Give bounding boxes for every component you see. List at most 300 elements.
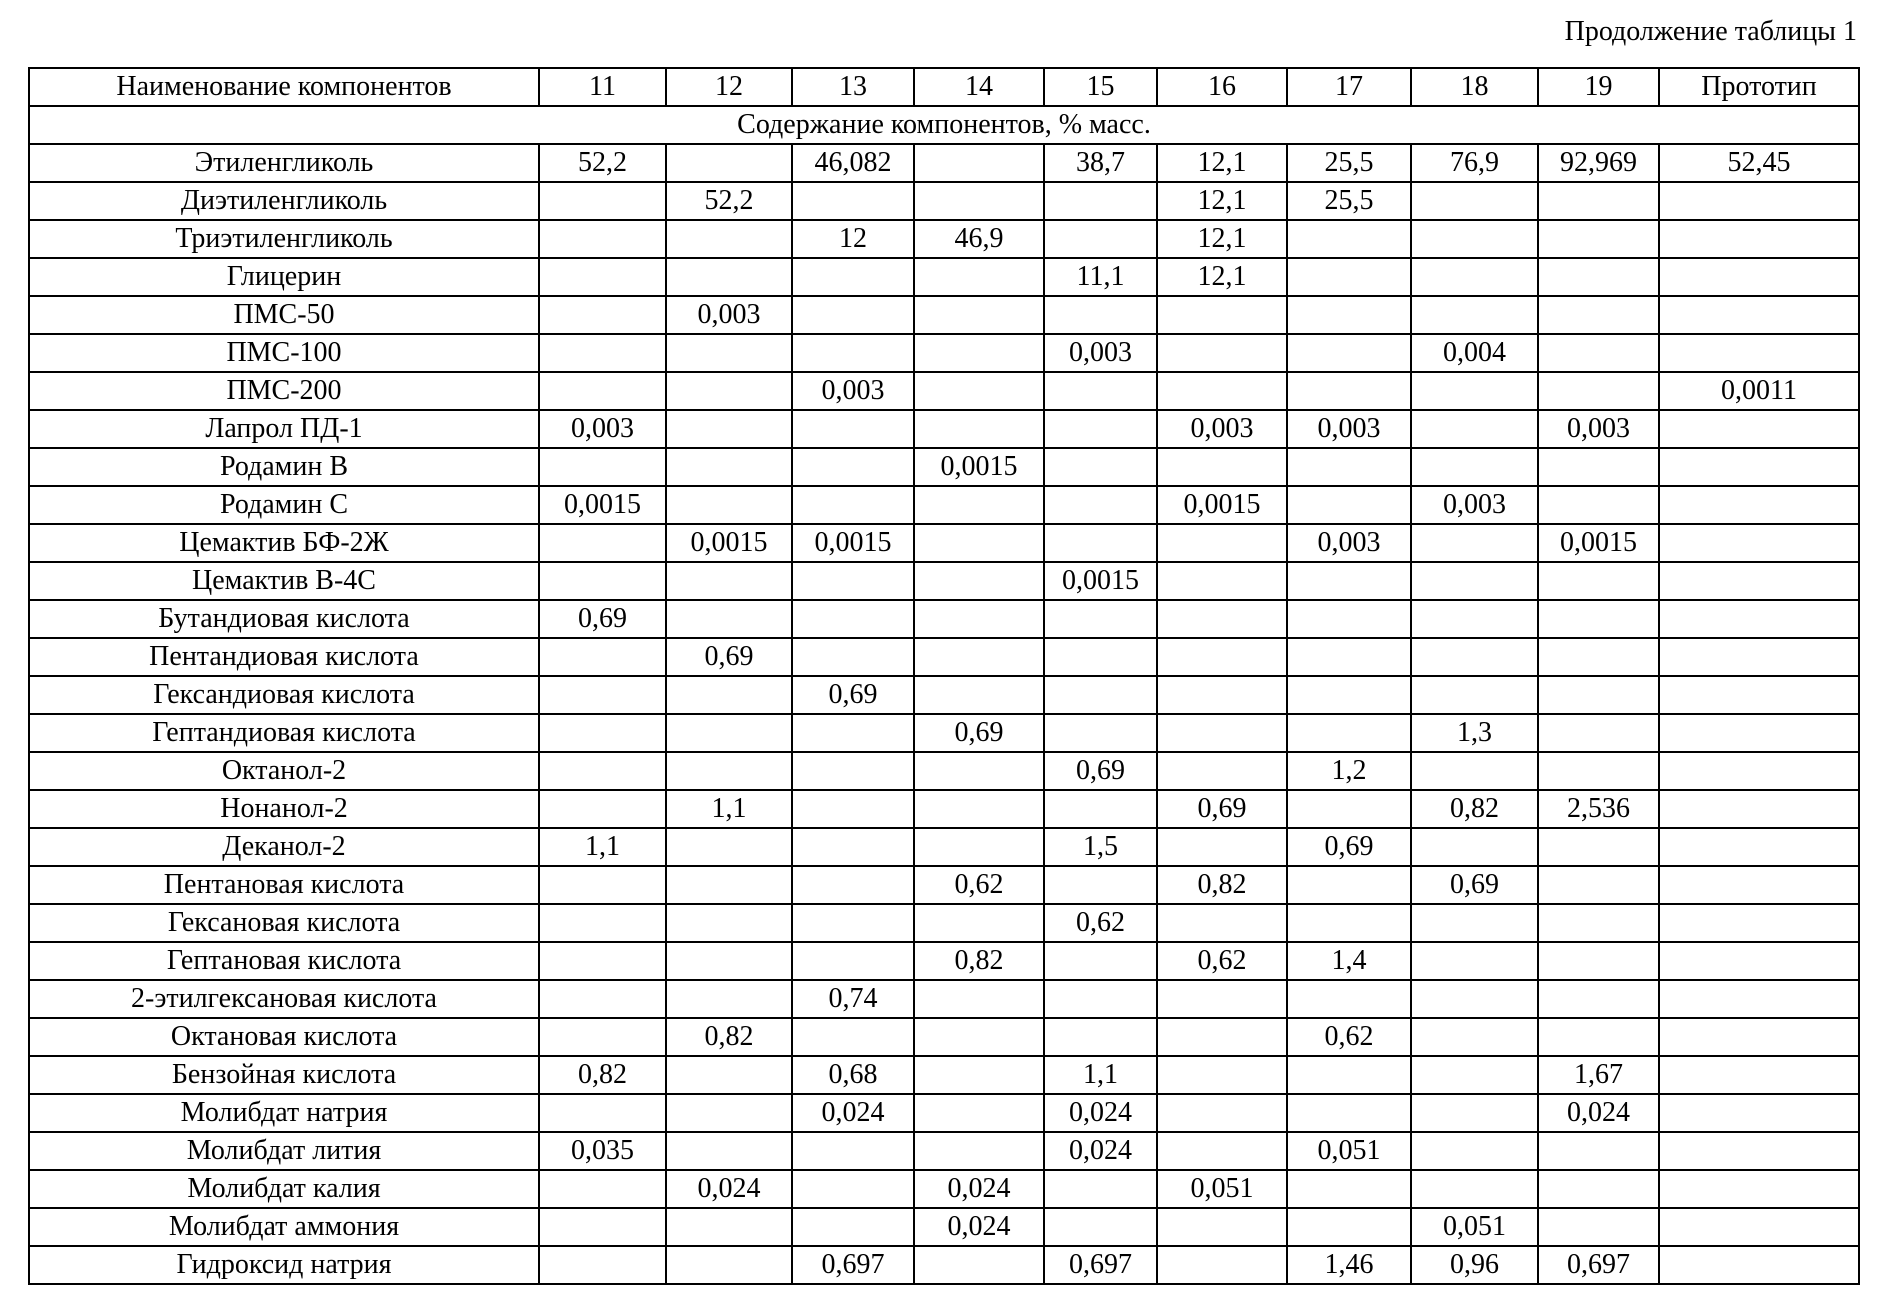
value-cell — [1538, 828, 1659, 866]
value-cell — [666, 1208, 792, 1246]
value-cell — [1659, 600, 1859, 638]
component-name-cell: Родамин В — [29, 448, 539, 486]
value-cell — [666, 752, 792, 790]
value-cell — [539, 1094, 666, 1132]
value-cell — [1411, 296, 1538, 334]
value-cell — [1287, 448, 1411, 486]
component-name-cell: Гексановая кислота — [29, 904, 539, 942]
value-cell: 0,024 — [914, 1170, 1044, 1208]
value-cell — [1659, 1246, 1859, 1284]
value-cell — [666, 486, 792, 524]
value-cell: 1,1 — [539, 828, 666, 866]
value-cell — [1538, 448, 1659, 486]
value-cell — [1538, 220, 1659, 258]
value-cell — [1659, 980, 1859, 1018]
components-table — [28, 67, 1860, 1285]
value-cell — [1659, 334, 1859, 372]
value-cell — [1157, 752, 1287, 790]
table-row — [29, 942, 1859, 980]
value-cell — [539, 904, 666, 942]
subheader-cell: Содержание компонентов, % масс. — [29, 106, 1859, 144]
value-cell — [1411, 1132, 1538, 1170]
value-cell: 0,69 — [1411, 866, 1538, 904]
value-cell: 0,62 — [1044, 904, 1157, 942]
value-cell — [1659, 410, 1859, 448]
value-cell — [666, 334, 792, 372]
value-cell — [792, 904, 914, 942]
value-cell — [1287, 1170, 1411, 1208]
value-cell — [1659, 942, 1859, 980]
value-cell — [1044, 220, 1157, 258]
value-cell — [1157, 1246, 1287, 1284]
value-cell: 2,536 — [1538, 790, 1659, 828]
value-cell — [1411, 1018, 1538, 1056]
value-cell: 0,69 — [792, 676, 914, 714]
value-cell: 52,2 — [666, 182, 792, 220]
value-cell: 0,004 — [1411, 334, 1538, 372]
value-cell — [1411, 828, 1538, 866]
value-cell — [539, 562, 666, 600]
value-cell — [914, 258, 1044, 296]
value-cell — [1411, 524, 1538, 562]
component-name-cell: Октанол-2 — [29, 752, 539, 790]
value-cell: 1,5 — [1044, 828, 1157, 866]
value-cell — [539, 296, 666, 334]
value-cell: 0,82 — [1157, 866, 1287, 904]
table-row — [29, 144, 1859, 182]
value-cell — [1287, 790, 1411, 828]
component-name-cell: Молибдат натрия — [29, 1094, 539, 1132]
value-cell — [1411, 258, 1538, 296]
value-cell — [1659, 790, 1859, 828]
value-cell — [1538, 714, 1659, 752]
table-row — [29, 334, 1859, 372]
value-cell — [1287, 980, 1411, 1018]
value-cell: 0,68 — [792, 1056, 914, 1094]
value-cell — [792, 790, 914, 828]
value-cell — [1044, 942, 1157, 980]
value-cell — [914, 410, 1044, 448]
header-column: Прототип — [1659, 68, 1859, 106]
value-cell: 0,69 — [914, 714, 1044, 752]
value-cell — [666, 1132, 792, 1170]
value-cell: 92,969 — [1538, 144, 1659, 182]
value-cell — [539, 334, 666, 372]
value-cell — [1157, 904, 1287, 942]
table-row — [29, 752, 1859, 790]
value-cell — [1287, 1208, 1411, 1246]
value-cell — [1538, 942, 1659, 980]
table-header — [29, 68, 1859, 106]
value-cell — [1287, 220, 1411, 258]
value-cell — [1659, 752, 1859, 790]
value-cell — [792, 1132, 914, 1170]
value-cell: 0,003 — [539, 410, 666, 448]
table-row — [29, 1056, 1859, 1094]
value-cell — [1411, 372, 1538, 410]
header-column: 18 — [1411, 68, 1538, 106]
value-cell: 0,74 — [792, 980, 914, 1018]
value-cell — [1538, 980, 1659, 1018]
value-cell — [539, 752, 666, 790]
value-cell — [539, 790, 666, 828]
value-cell: 0,82 — [1411, 790, 1538, 828]
header-column: 13 — [792, 68, 914, 106]
value-cell: 38,7 — [1044, 144, 1157, 182]
value-cell — [914, 486, 1044, 524]
value-cell — [539, 942, 666, 980]
component-name-cell: Молибдат лития — [29, 1132, 539, 1170]
value-cell — [1411, 1056, 1538, 1094]
value-cell — [539, 676, 666, 714]
value-cell: 0,003 — [1044, 334, 1157, 372]
value-cell — [792, 296, 914, 334]
value-cell: 12,1 — [1157, 182, 1287, 220]
table-row — [29, 676, 1859, 714]
table-row — [29, 486, 1859, 524]
value-cell: 0,0015 — [1157, 486, 1287, 524]
table-row — [29, 372, 1859, 410]
component-name-cell: Молибдат калия — [29, 1170, 539, 1208]
value-cell: 46,9 — [914, 220, 1044, 258]
value-cell — [666, 600, 792, 638]
component-name-cell: Цемактив В-4С — [29, 562, 539, 600]
value-cell: 1,67 — [1538, 1056, 1659, 1094]
value-cell — [792, 258, 914, 296]
value-cell — [666, 828, 792, 866]
value-cell: 0,69 — [1044, 752, 1157, 790]
value-cell — [1287, 600, 1411, 638]
value-cell — [1044, 676, 1157, 714]
value-cell — [1538, 1018, 1659, 1056]
value-cell — [1659, 296, 1859, 334]
value-cell — [1044, 1018, 1157, 1056]
value-cell — [914, 524, 1044, 562]
value-cell — [792, 334, 914, 372]
value-cell — [1287, 714, 1411, 752]
table-row — [29, 410, 1859, 448]
value-cell: 12,1 — [1157, 258, 1287, 296]
value-cell — [1044, 866, 1157, 904]
value-cell — [1157, 1208, 1287, 1246]
value-cell — [792, 714, 914, 752]
table-row — [29, 182, 1859, 220]
value-cell — [914, 296, 1044, 334]
value-cell — [1157, 372, 1287, 410]
value-cell: 0,035 — [539, 1132, 666, 1170]
component-name-cell: Деканол-2 — [29, 828, 539, 866]
value-cell: 0,003 — [792, 372, 914, 410]
value-cell — [1157, 448, 1287, 486]
value-cell: 12 — [792, 220, 914, 258]
value-cell: 0,003 — [1287, 410, 1411, 448]
value-cell — [914, 562, 1044, 600]
value-cell — [1157, 828, 1287, 866]
header-row — [29, 68, 1859, 106]
value-cell — [1157, 562, 1287, 600]
value-cell: 0,0015 — [539, 486, 666, 524]
header-column: 15 — [1044, 68, 1157, 106]
value-cell — [792, 828, 914, 866]
value-cell — [1659, 714, 1859, 752]
value-cell — [792, 1208, 914, 1246]
value-cell — [539, 980, 666, 1018]
value-cell — [1157, 1056, 1287, 1094]
value-cell — [792, 600, 914, 638]
table-row — [29, 1018, 1859, 1056]
component-name-cell: ПМС-50 — [29, 296, 539, 334]
value-cell — [1659, 676, 1859, 714]
value-cell — [1044, 410, 1157, 448]
value-cell — [914, 904, 1044, 942]
value-cell: 0,62 — [914, 866, 1044, 904]
value-cell: 0,024 — [1044, 1132, 1157, 1170]
component-name-cell: Гександиовая кислота — [29, 676, 539, 714]
value-cell — [1411, 676, 1538, 714]
table-caption: Продолжение таблицы 1 — [1564, 16, 1857, 47]
table-body — [29, 106, 1859, 1284]
table-row — [29, 1246, 1859, 1284]
value-cell — [914, 182, 1044, 220]
value-cell: 0,051 — [1287, 1132, 1411, 1170]
header-column: 12 — [666, 68, 792, 106]
header-component-name: Наименование компонентов — [29, 68, 539, 106]
value-cell — [1538, 866, 1659, 904]
value-cell — [1157, 524, 1287, 562]
value-cell — [666, 1246, 792, 1284]
value-cell — [1659, 866, 1859, 904]
value-cell — [539, 866, 666, 904]
value-cell: 0,024 — [1044, 1094, 1157, 1132]
value-cell — [1287, 638, 1411, 676]
value-cell: 0,0015 — [1044, 562, 1157, 600]
value-cell — [666, 714, 792, 752]
value-cell — [1538, 334, 1659, 372]
value-cell — [1044, 372, 1157, 410]
value-cell — [1044, 714, 1157, 752]
table-row — [29, 638, 1859, 676]
table-row — [29, 296, 1859, 334]
value-cell — [1411, 1094, 1538, 1132]
table-row — [29, 600, 1859, 638]
header-column: 16 — [1157, 68, 1287, 106]
value-cell — [914, 752, 1044, 790]
component-name-cell: 2-этилгексановая кислота — [29, 980, 539, 1018]
header-column: 19 — [1538, 68, 1659, 106]
value-cell: 0,003 — [1538, 410, 1659, 448]
value-cell — [1538, 600, 1659, 638]
component-name-cell: Гептановая кислота — [29, 942, 539, 980]
value-cell — [1538, 1208, 1659, 1246]
value-cell: 0,96 — [1411, 1246, 1538, 1284]
value-cell — [1411, 904, 1538, 942]
value-cell — [914, 638, 1044, 676]
value-cell — [1411, 562, 1538, 600]
value-cell — [666, 258, 792, 296]
value-cell: 0,697 — [1538, 1246, 1659, 1284]
value-cell — [1287, 676, 1411, 714]
value-cell: 1,2 — [1287, 752, 1411, 790]
component-name-cell: ПМС-200 — [29, 372, 539, 410]
value-cell — [539, 448, 666, 486]
value-cell — [1287, 296, 1411, 334]
component-name-cell: Глицерин — [29, 258, 539, 296]
value-cell: 12,1 — [1157, 220, 1287, 258]
value-cell — [1538, 562, 1659, 600]
value-cell — [1287, 904, 1411, 942]
value-cell — [1538, 1132, 1659, 1170]
value-cell — [666, 144, 792, 182]
value-cell — [914, 1018, 1044, 1056]
value-cell — [1659, 828, 1859, 866]
value-cell — [666, 220, 792, 258]
component-name-cell: Лапрол ПД-1 — [29, 410, 539, 448]
value-cell — [539, 714, 666, 752]
value-cell — [539, 258, 666, 296]
value-cell — [1044, 524, 1157, 562]
value-cell: 0,003 — [666, 296, 792, 334]
value-cell: 0,69 — [1287, 828, 1411, 866]
value-cell — [1157, 638, 1287, 676]
value-cell — [1659, 1094, 1859, 1132]
value-cell: 12,1 — [1157, 144, 1287, 182]
value-cell — [1044, 980, 1157, 1018]
value-cell: 0,024 — [1538, 1094, 1659, 1132]
value-cell — [792, 942, 914, 980]
value-cell: 0,69 — [666, 638, 792, 676]
value-cell — [914, 676, 1044, 714]
value-cell: 0,0015 — [792, 524, 914, 562]
value-cell — [1411, 410, 1538, 448]
component-name-cell: Нонанол-2 — [29, 790, 539, 828]
value-cell — [539, 182, 666, 220]
component-name-cell: Гидроксид натрия — [29, 1246, 539, 1284]
value-cell: 0,024 — [666, 1170, 792, 1208]
component-name-cell: Октановая кислота — [29, 1018, 539, 1056]
value-cell — [1659, 1170, 1859, 1208]
value-cell: 0,69 — [1157, 790, 1287, 828]
value-cell — [1411, 980, 1538, 1018]
value-cell — [1538, 752, 1659, 790]
value-cell: 0,0015 — [1538, 524, 1659, 562]
value-cell: 0,0011 — [1659, 372, 1859, 410]
value-cell — [1538, 182, 1659, 220]
header-column: 14 — [914, 68, 1044, 106]
component-name-cell: Этиленгликоль — [29, 144, 539, 182]
value-cell — [914, 1132, 1044, 1170]
value-cell — [1157, 1094, 1287, 1132]
table-row — [29, 448, 1859, 486]
value-cell — [1287, 562, 1411, 600]
table-row — [29, 904, 1859, 942]
value-cell — [792, 1018, 914, 1056]
component-name-cell: Бензойная кислота — [29, 1056, 539, 1094]
value-cell — [1538, 296, 1659, 334]
value-cell — [1659, 1132, 1859, 1170]
value-cell — [792, 1170, 914, 1208]
value-cell: 0,003 — [1157, 410, 1287, 448]
table-row — [29, 1094, 1859, 1132]
component-name-cell: Бутандиовая кислота — [29, 600, 539, 638]
component-name-cell: Диэтиленгликоль — [29, 182, 539, 220]
value-cell: 0,62 — [1287, 1018, 1411, 1056]
value-cell — [792, 638, 914, 676]
value-cell — [1287, 258, 1411, 296]
value-cell — [1538, 372, 1659, 410]
value-cell — [539, 524, 666, 562]
value-cell: 1,1 — [666, 790, 792, 828]
value-cell — [914, 790, 1044, 828]
component-name-cell: Пентандиовая кислота — [29, 638, 539, 676]
value-cell — [1538, 676, 1659, 714]
value-cell — [792, 752, 914, 790]
value-cell — [1659, 220, 1859, 258]
value-cell — [1659, 524, 1859, 562]
value-cell: 0,0015 — [666, 524, 792, 562]
value-cell — [1044, 296, 1157, 334]
value-cell: 0,003 — [1287, 524, 1411, 562]
value-cell — [914, 828, 1044, 866]
value-cell — [1287, 1056, 1411, 1094]
value-cell — [792, 486, 914, 524]
value-cell — [1287, 486, 1411, 524]
value-cell — [1659, 448, 1859, 486]
table-row — [29, 790, 1859, 828]
component-name-cell: Молибдат аммония — [29, 1208, 539, 1246]
table-row — [29, 980, 1859, 1018]
value-cell — [914, 372, 1044, 410]
value-cell — [1044, 1170, 1157, 1208]
value-cell — [792, 866, 914, 904]
value-cell: 0,69 — [539, 600, 666, 638]
value-cell — [1659, 562, 1859, 600]
table-row — [29, 258, 1859, 296]
value-cell: 0,697 — [792, 1246, 914, 1284]
value-cell — [1538, 638, 1659, 676]
value-cell — [539, 638, 666, 676]
value-cell — [1659, 1208, 1859, 1246]
value-cell — [666, 410, 792, 448]
value-cell — [1659, 258, 1859, 296]
value-cell — [914, 1056, 1044, 1094]
table-row — [29, 220, 1859, 258]
value-cell — [666, 866, 792, 904]
value-cell — [1287, 866, 1411, 904]
value-cell — [1157, 980, 1287, 1018]
value-cell — [1287, 1094, 1411, 1132]
value-cell — [1538, 904, 1659, 942]
subheader-row — [29, 106, 1859, 144]
value-cell — [666, 448, 792, 486]
value-cell: 25,5 — [1287, 182, 1411, 220]
value-cell — [792, 448, 914, 486]
value-cell — [1157, 1018, 1287, 1056]
value-cell — [1044, 182, 1157, 220]
value-cell: 1,1 — [1044, 1056, 1157, 1094]
value-cell — [1157, 714, 1287, 752]
value-cell — [1157, 600, 1287, 638]
value-cell — [1287, 372, 1411, 410]
value-cell — [1044, 790, 1157, 828]
value-cell: 0,051 — [1157, 1170, 1287, 1208]
value-cell — [1659, 638, 1859, 676]
value-cell — [1157, 296, 1287, 334]
component-name-cell: Цемактив БФ-2Ж — [29, 524, 539, 562]
value-cell — [539, 1246, 666, 1284]
value-cell: 0,82 — [666, 1018, 792, 1056]
value-cell — [1411, 220, 1538, 258]
value-cell — [914, 144, 1044, 182]
